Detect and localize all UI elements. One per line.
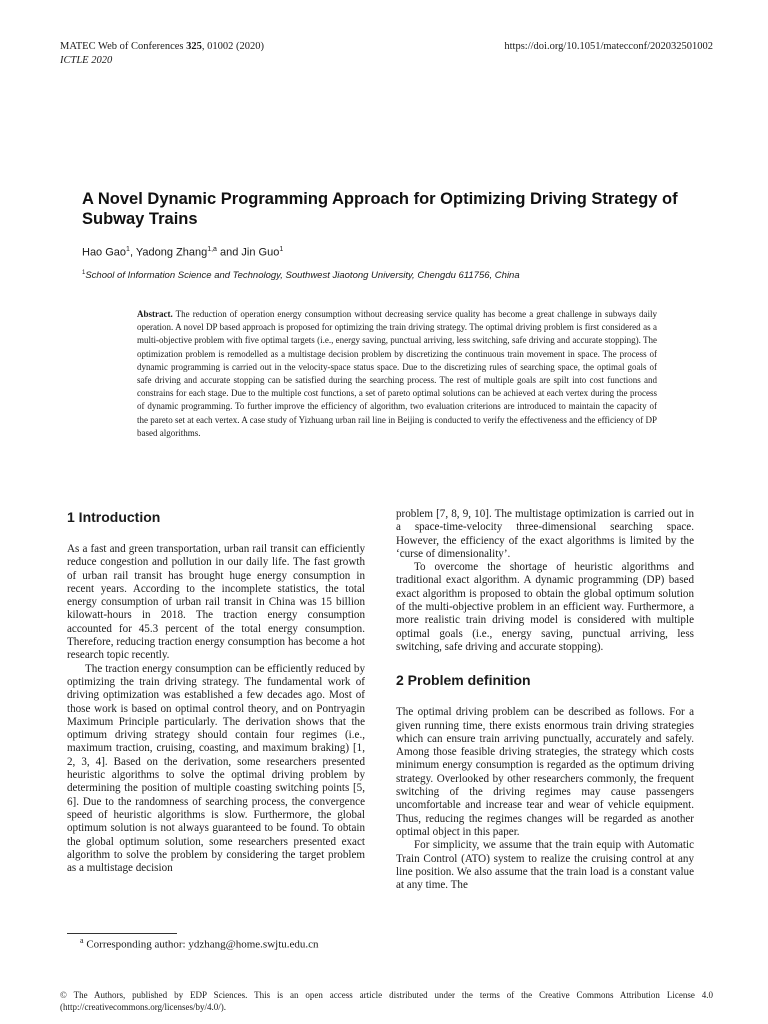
volume-number: 325 — [186, 41, 202, 52]
author-separator: , — [129, 246, 136, 259]
paragraph: The traction energy consumption can be efficiently reduced by optimizing the train driving strategy. The fundamental work of driving optimization was established a few decades ago. Most of those work is based on optimal control theory, and on Pontryagin Maximum Principle particularly. The derivation shows that the optimum driving strategy should contain four regimes (i.e., maximum traction, cruising, coasting, and maximum braking) [1, 2, 3, 4]. Based on the derivation, some researchers presented heuristic algorithms to solve the optimal driving problem by determining the position of multiple coasting switching points [5, 6]. Due to the randomness of searching process, the convergence speed of heuristic algorithms is slow. Furthermore, the global optimum solution is not always guaranteed to be found. To obtain the global optimum solution, some researchers presented exact algorithm to solve the problem by considering the target problem as a multistage decision — [67, 662, 365, 875]
author-name: Hao Gao — [82, 246, 127, 259]
affiliation-text: School of Information Science and Technology, Southwest Jiaotong University, Chengdu 611756, China — [85, 270, 520, 282]
running-header-left — [60, 40, 264, 68]
footnote-rule — [67, 933, 177, 934]
paragraph: problem [7, 8, 9, 10]. The multistage optimization is carried out in a space-time-velocity three-dimensional searching space. However, the efficiency of the exact algorithms is limited by the ‘curse of dimensionality’. — [396, 508, 694, 560]
license-footer: © The Authors, published by EDP Sciences. This is an open access article distributed under the terms of the Creative Commons Attribution License 4.0 (http://creativecommons.org/licenses/by/4.0/). — [60, 990, 713, 1012]
author-name: Yadong Zhang — [135, 246, 208, 259]
footnote-mark: a — [80, 936, 84, 945]
author-affiliation-mark: 1 — [126, 246, 130, 253]
abstract — [137, 308, 657, 440]
author-separator: and — [216, 246, 242, 259]
doi-link[interactable]: https://doi.org/10.1051/matecconf/202032501002 — [504, 41, 713, 52]
paragraph: For simplicity, we assume that the train equip with Automatic Train Control (ATO) system to realize the cruising control at any line position. We also assume that the train load is a constant value at any time. The — [396, 839, 694, 892]
paragraph: The optimal driving problem can be described as follows. For a given running time, there exists enormous train driving strategies which can ensure train arriving punctually, accurately and safely. Among those feasible driving strategies, the strategy which costs minimum energy consumption is regarded as the optimum driving strategy. Overlooked by other researchers commonly, the frequent switching of the driving regimes may cause passengers uncomfortable and increase tear and wear of vehicle equipment. Thus, reducing the regimes changes will be regarded as another optimal object in this paper. — [396, 706, 694, 838]
author-name: Jin Guo — [241, 246, 280, 259]
affiliation-mark: 1 — [82, 270, 86, 276]
paragraph: To overcome the shortage of heuristic algorithms and traditional exact algorithm. A dynamic programming (DP) based exact algorithm is proposed to obtain the global optimum solution of the multi-objective problem in an efficient way. Furthermore, a more realistic train driving model is considered with multiple optimal goals (i.e., energy saving, punctual arriving, less switching, safe driving and accurate stopping). — [396, 561, 694, 653]
left-column — [67, 508, 365, 875]
author-list — [82, 246, 283, 259]
section-heading-introduction: 1 Introduction — [67, 509, 161, 525]
right-column — [396, 508, 694, 892]
affiliation — [82, 270, 520, 281]
article-number: , 01002 (2020) — [201, 41, 264, 52]
conference-name: ICTLE 2020 — [60, 55, 113, 66]
author-affiliation-mark: 1 — [279, 246, 284, 253]
paragraph: As a fast and green transportation, urban rail transit can efficiently reduce congestion and pollution in our daily life. The fast growth of urban rail transit has brought huge energy consumption in recent years. According to the incomplete statistics, the total energy consumption of urban rail transit in China was 15 billion kilowatt-hours in 2018. The traction energy consumption accounted for 45.3 percent of the total energy consumption. Therefore, reducing traction energy consumption has become a hot research topic recently. — [67, 543, 365, 662]
abstract-text: The reduction of operation energy consumption without decreasing service quality has become a great challenge in subways daily operation. A novel DP based approach is proposed for optimizing the train driving strategy. The optimal driving problem is first considered as a multi-objective problem with five optimal targets (i.e., energy saving, punctual arriving, less switching, safe driving and accurate stopping). The optimization problem is remodelled as a multistage decision problem by discretizing the continuous train movement in space. The process of dynamic programming is carried out in the velocity-space status space. Due to the discretizing rules of searching space, the optimal goals of safe driving and accurate stopping can be satisfied during the searching process. The rest of multiple goals are spilt into cost functions and constrains for each stage. Due to the multiple cost functions, a set of pareto optimal solutions can be achieved at each vertex during the process of dynamic programming. To further improve the efficiency of algorithm, two evaluation criterions are introduced to maintain the capacity of the pareto set at each vertex. A case study of Yizhuang urban rail line in Beijing is conducted to verify the effectiveness and the efficiency of DP based algorithms. — [137, 309, 657, 438]
section-heading-problem-definition: 2 Problem definition — [396, 672, 531, 689]
paper-title: A Novel Dynamic Programming Approach for Optimizing Driving Strategy of Subway Trains — [82, 190, 678, 228]
footnote — [80, 936, 319, 951]
footnote-text: Corresponding author: ydzhang@home.swjtu.edu.cn — [83, 938, 319, 951]
author-affiliation-mark: 1,a — [207, 246, 217, 253]
abstract-label: Abstract. — [137, 309, 173, 319]
journal-name: MATEC Web of Conferences — [60, 41, 187, 52]
